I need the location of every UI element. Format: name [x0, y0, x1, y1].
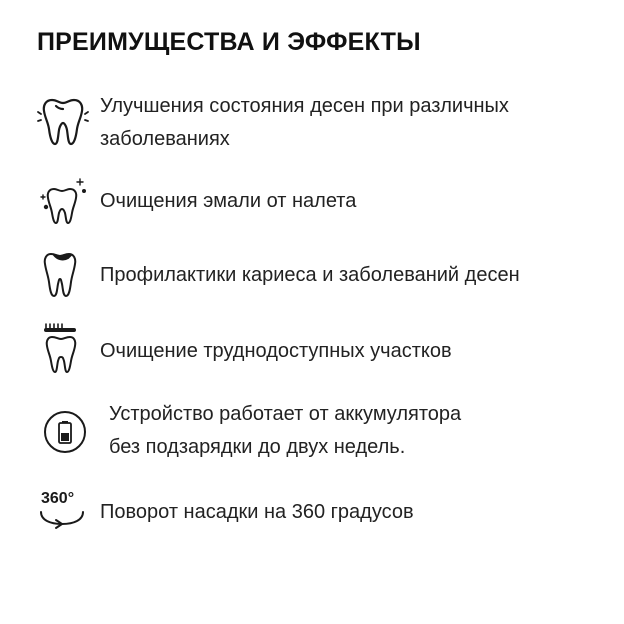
- rotate-360-icon: [36, 492, 88, 532]
- sparkling-tooth-icon: [40, 177, 86, 225]
- benefit-text-line: Профилактики кариеса и заболеваний десен: [100, 264, 520, 286]
- rotate-360-label: 360°: [41, 490, 75, 507]
- tooth-roots-icon: [38, 96, 88, 148]
- benefit-text-line: без подзарядки до двух недель.: [109, 436, 406, 458]
- toothbrush-tooth-icon: [42, 323, 80, 375]
- benefit-text-line: заболеваниях: [100, 128, 230, 150]
- benefit-text-line: Очищения эмали от налета: [100, 190, 357, 212]
- decayed-tooth-icon: [42, 251, 78, 299]
- page-title: ПРЕИМУЩЕСТВА И ЭФФЕКТЫ: [37, 28, 421, 56]
- battery-icon: [43, 410, 87, 454]
- benefit-text-line: Поворот насадки на 360 градусов: [100, 501, 414, 523]
- benefit-text-line: Устройство работает от аккумулятора: [109, 403, 462, 425]
- benefit-text-line: Очищение труднодоступных участков: [100, 340, 452, 362]
- benefit-text-line: Улучшения состояния десен при различных: [100, 95, 509, 117]
